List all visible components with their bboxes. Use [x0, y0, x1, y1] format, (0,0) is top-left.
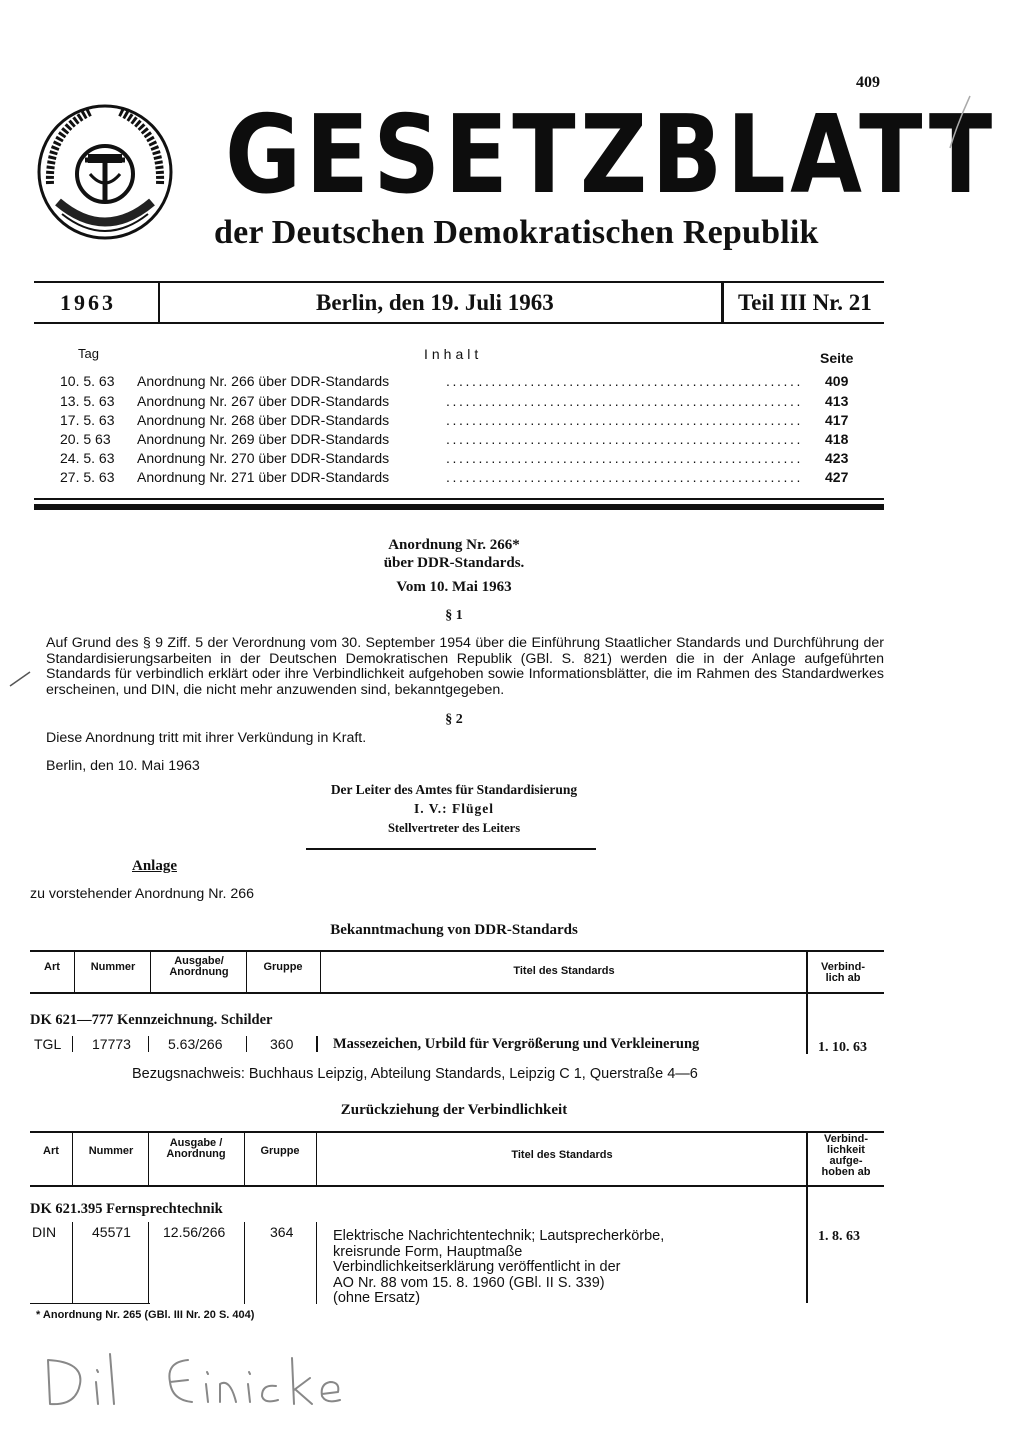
table-divider — [806, 952, 808, 1054]
cell-ausgabe: 12.56/266 — [163, 1224, 226, 1240]
ordinance-subtitle: über DDR-Standards. — [383, 555, 525, 571]
cell-ausgabe: 5.63/266 — [168, 1036, 223, 1052]
paragraph-mark: § 2 — [445, 712, 463, 727]
row-divider — [316, 1222, 317, 1304]
column-header-art: Art — [44, 961, 60, 973]
toc-page: 418 — [825, 431, 849, 447]
place-date: Berlin, den 10. Mai 1963 — [46, 758, 200, 774]
table-heading: Bekanntmachung von DDR-Standards — [330, 922, 578, 938]
issue-date: Berlin, den 19. Juli 1963 — [316, 290, 554, 315]
column-header-titel: Titel des Standards — [513, 965, 615, 977]
row-divider — [148, 1222, 149, 1304]
toc-leader: ....................................................... — [446, 431, 803, 447]
anlage-title: Anlage — [132, 858, 177, 874]
issue-bar-top-rule — [34, 281, 884, 283]
cell-art: TGL — [34, 1036, 62, 1052]
reference-note: Bezugsnachweis: Buchhaus Leipzig, Abteilung Standards, Leipzig C 1, Querstraße 4—6 — [132, 1066, 698, 1082]
cell-nummer: 17773 — [92, 1036, 131, 1052]
table-divider — [150, 952, 151, 992]
paragraph-mark: § 1 — [445, 608, 463, 623]
column-header-gruppe: Gruppe — [263, 961, 303, 973]
row-divider — [148, 1036, 149, 1052]
table-group-label: DK 621—777 Kennzeichnung. Schilder — [30, 1012, 273, 1028]
cell-nummer: 45571 — [92, 1224, 131, 1240]
titel-line: kreisrunde Form, Hauptmaße — [333, 1243, 523, 1260]
table-divider — [316, 1133, 317, 1185]
table-rule — [30, 950, 884, 952]
toc-title: Anordnung Nr. 269 über DDR-Standards — [137, 431, 390, 447]
toc-date: 27. 5. 63 — [60, 469, 115, 485]
toc-title: Anordnung Nr. 271 über DDR-Standards — [137, 469, 390, 485]
table-divider — [806, 1133, 808, 1303]
toc-row — [60, 469, 860, 488]
toc-column-inhalt: Inhalt — [424, 346, 483, 362]
signature-role: Stellvertreter des Leiters — [387, 821, 521, 835]
table-divider — [72, 1133, 73, 1185]
toc-page: 427 — [825, 469, 849, 485]
column-header-ausgabe: Ausgabe/ Anordnung — [169, 955, 229, 978]
toc-date: 13. 5. 63 — [60, 393, 115, 409]
row-divider — [244, 1222, 245, 1304]
issue-part-number: Teil III Nr. 21 — [738, 290, 872, 315]
row-divider — [246, 1036, 247, 1052]
toc-date: 17. 5. 63 — [60, 412, 115, 428]
row-divider — [316, 1036, 318, 1052]
column-header-nummer: Nummer — [90, 961, 136, 973]
pencil-mark — [6, 668, 36, 688]
table-heading: Zurückziehung der Verbindlichkeit — [340, 1102, 568, 1118]
column-header-ausgabe: Ausgabe / Anordnung — [166, 1137, 226, 1160]
paragraph-text: Diese Anordnung tritt mit ihrer Verkündung in Kraft. — [46, 730, 367, 746]
toc-page: 417 — [825, 412, 849, 428]
titel-line: AO Nr. 88 vom 15. 8. 1960 (GBl. II S. 339) — [333, 1274, 605, 1291]
toc-bottom-rule — [34, 498, 884, 500]
toc-column-tag: Tag — [78, 346, 99, 361]
toc-leader: ....................................................... — [446, 393, 803, 409]
toc-date: 10. 5. 63 — [60, 373, 115, 389]
column-header-art: Art — [43, 1145, 59, 1157]
column-header-verbindlich: Verbind- lichkeit aufge- hoben ab — [821, 1133, 871, 1178]
signature-name: I. V.: Flügel — [413, 801, 494, 816]
toc-row — [60, 450, 860, 469]
column-header-nummer: Nummer — [88, 1145, 134, 1157]
ordinance-title: Anordnung Nr. 266* — [388, 537, 520, 553]
cell-gruppe: 364 — [270, 1224, 294, 1240]
toc-row — [60, 373, 860, 392]
toc-column-seite: Seite — [820, 350, 854, 366]
paragraph-text: Auf Grund des § 9 Ziff. 5 der Verordnung vom 30. September 1954 über die Einführung Staatlicher Standards und Durchführung der Standardisierungsarbeiten in der Deutschen Demokratischen Republik (GBl. S. 821) werden die in der Anlage aufgeführten Standards für verbindlich erklärt oder ihre Verbindlichkeit aufgehoben sowie Informationsblätter, die im Rahmen des Standardwerkes erscheinen, und DIN, die nicht mehr anzuwenden sind, bekanntgegeben. — [46, 635, 884, 698]
cell-titel — [333, 1229, 793, 1307]
cell-titel: Massezeichen, Urbild für Vergrößerung und Verkleinerung — [333, 1036, 700, 1052]
toc-title: Anordnung Nr. 268 über DDR-Standards — [137, 412, 390, 428]
titel-line: Verbindlichkeitserklärung veröffentlicht in der — [333, 1259, 621, 1276]
ordinance-date: Vom 10. Mai 1963 — [396, 579, 512, 595]
toc-row — [60, 412, 860, 431]
toc-date: 20. 5 63 — [60, 431, 111, 447]
toc-leader: ....................................................... — [446, 450, 803, 466]
table-group-label: DK 621.395 Fernsprechtechnik — [30, 1201, 223, 1217]
toc-leader: ....................................................... — [446, 373, 803, 389]
table-divider — [246, 952, 247, 992]
masthead-title: GESETZBLATT — [225, 93, 997, 218]
table-divider — [148, 1133, 149, 1185]
handwritten-note — [40, 1340, 400, 1420]
column-header-verbindlich: Verbind- lich ab — [820, 961, 865, 984]
pencil-mark — [940, 92, 980, 152]
titel-line: (ohne Ersatz) — [333, 1290, 421, 1307]
cell-art: DIN — [32, 1224, 57, 1240]
toc-page: 423 — [825, 450, 849, 466]
row-divider — [72, 1222, 73, 1304]
cell-gruppe: 360 — [270, 1036, 294, 1052]
toc-leader: ....................................................... — [446, 412, 803, 428]
toc-page: 413 — [825, 393, 849, 409]
toc-title: Anordnung Nr. 270 über DDR-Standards — [137, 450, 390, 466]
table-rule — [30, 1131, 884, 1133]
toc-page: 409 — [825, 373, 849, 389]
table-rule — [30, 992, 884, 994]
column-header-titel: Titel des Standards — [511, 1149, 613, 1161]
table-divider — [74, 952, 75, 992]
toc-row — [60, 393, 860, 412]
signature-rule — [306, 848, 596, 850]
column-header-gruppe: Gruppe — [260, 1145, 300, 1157]
footnote-rule — [30, 1303, 150, 1304]
footnote: * Anordnung Nr. 265 (GBl. III Nr. 20 S. 404) — [36, 1309, 255, 1321]
table-divider — [244, 1133, 245, 1185]
toc-leader: ....................................................... — [446, 469, 803, 485]
toc-bottom-heavy-rule — [34, 504, 884, 510]
cell-verbindlich: 1. 8. 63 — [818, 1229, 860, 1244]
table-divider — [320, 952, 321, 992]
issue-bar-divider — [721, 283, 724, 323]
page-number: 409 — [856, 74, 880, 91]
table-rule — [30, 1185, 884, 1187]
toc-title: Anordnung Nr. 266 über DDR-Standards — [137, 373, 390, 389]
signature-office: Der Leiter des Amtes für Standardisierung — [330, 782, 578, 797]
masthead-subtitle: der Deutschen Demokratischen Republik — [214, 214, 819, 251]
toc-row — [60, 431, 860, 450]
issue-bar-divider — [158, 283, 160, 323]
toc-date: 24. 5. 63 — [60, 450, 115, 466]
anlage-text: zu vorstehender Anordnung Nr. 266 — [30, 886, 254, 902]
row-divider — [72, 1036, 73, 1052]
ddr-coat-of-arms-icon — [30, 92, 180, 252]
titel-line: Elektrische Nachrichtentechnik; Lautsprecherkörbe, — [333, 1228, 665, 1244]
cell-verbindlich: 1. 10. 63 — [818, 1040, 867, 1055]
issue-year: 1963 — [60, 290, 116, 315]
issue-bar-bottom-rule — [34, 322, 884, 324]
toc-title: Anordnung Nr. 267 über DDR-Standards — [137, 393, 390, 409]
